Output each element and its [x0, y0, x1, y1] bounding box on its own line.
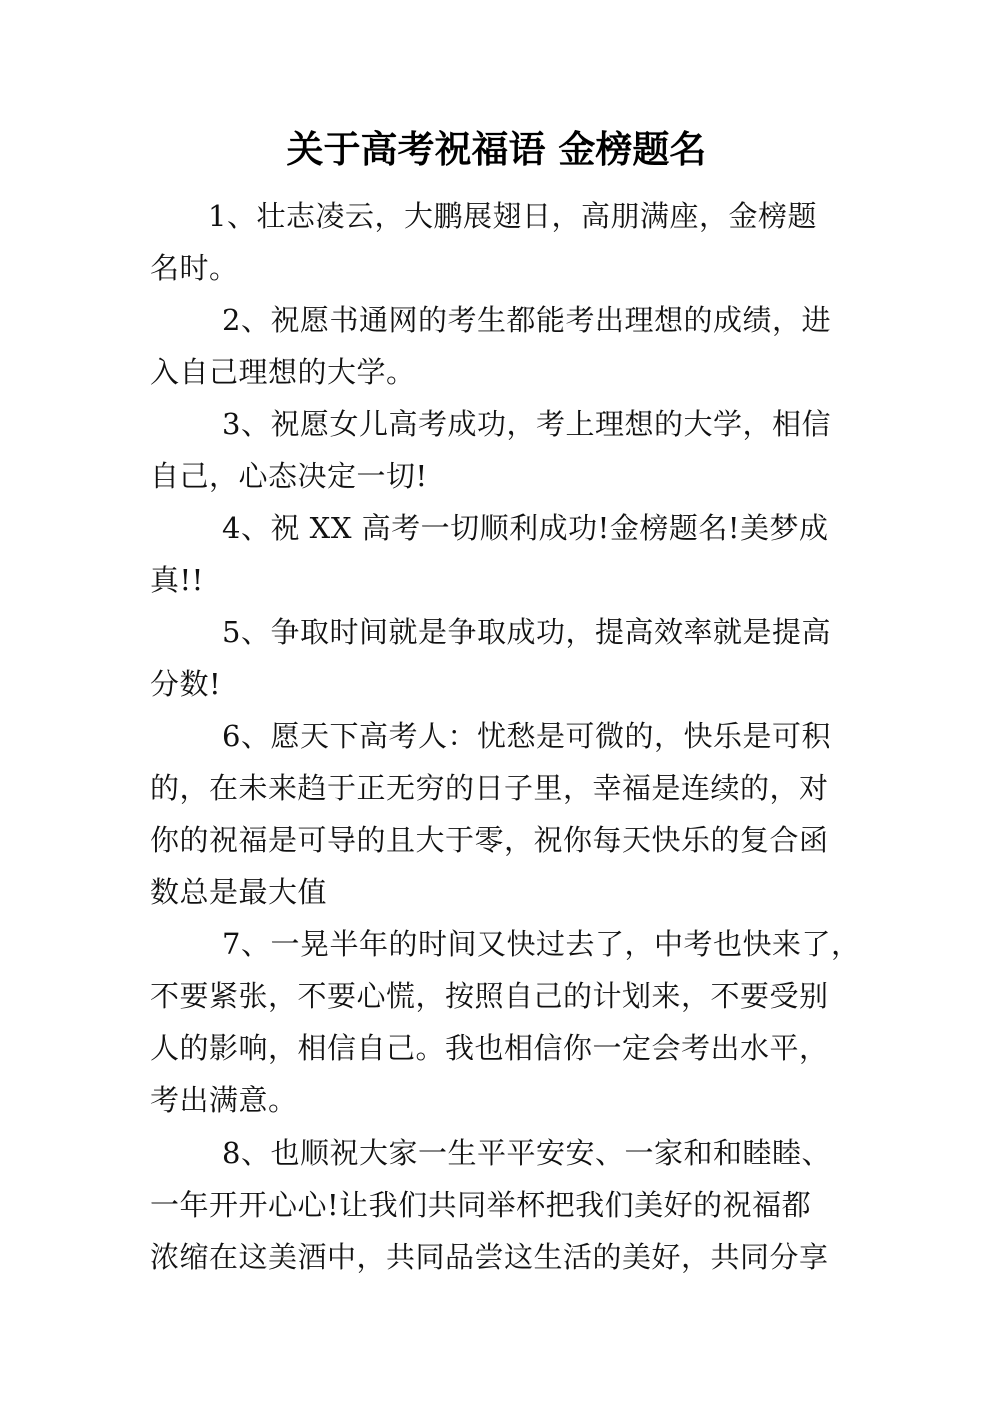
paragraph-6-line-4: 数总是最大值	[150, 875, 328, 909]
paragraph-7-line-3: 人的影响，相信自己。我也相信你一定会考出水平，	[150, 1031, 829, 1065]
paragraph-7-line-2: 不要紧张，不要心慌，按照自己的计划来，不要受别	[150, 979, 829, 1013]
paragraph-5-line-2: 分数!	[150, 667, 222, 701]
paragraph-1-line-1: 1、壮志凌云，大鹏展翅日，高朋满座，金榜题	[208, 199, 817, 233]
paragraph-8-line-2: 一年开开心心!让我们共同举杯把我们美好的祝福都	[150, 1188, 812, 1222]
paragraph-3-line-2: 自己，心态决定一切!	[150, 459, 428, 493]
paragraph-8-line-3: 浓缩在这美酒中，共同品尝这生活的美好，共同分享	[150, 1240, 829, 1274]
paragraph-1-line-2: 名时。	[150, 251, 239, 285]
paragraph-6-line-1: 6、愿天下高考人：忧愁是可微的，快乐是可积	[222, 719, 831, 753]
paragraph-5-line-1: 5、争取时间就是争取成功，提高效率就是提高	[222, 615, 831, 649]
paragraph-7-line-4: 考出满意。	[150, 1083, 298, 1117]
paragraph-2-line-1: 2、祝愿书通网的考生都能考出理想的成绩，进	[222, 303, 831, 337]
paragraph-4-line-2: 真!!	[150, 563, 204, 597]
paragraph-2-line-2: 入自己理想的大学。	[150, 355, 416, 389]
paragraph-4-line-1: 4、祝 XX 高考一切顺利成功!金榜题名!美梦成	[222, 511, 829, 545]
paragraph-6-line-3: 你的祝福是可导的且大于零，祝你每天快乐的复合函	[150, 823, 829, 857]
paragraph-7-line-1: 7、一晃半年的时间又快过去了，中考也快来了，	[222, 927, 861, 961]
paragraph-6-line-2: 的，在未来趋于正无穷的日子里，幸福是连续的，对	[150, 771, 829, 805]
paragraph-3-line-1: 3、祝愿女儿高考成功，考上理想的大学，相信	[222, 407, 831, 441]
paragraph-8-line-1: 8、也顺祝大家一生平平安安、一家和和睦睦、	[222, 1136, 831, 1170]
document-title: 关于高考祝福语 金榜题名	[286, 128, 707, 171]
